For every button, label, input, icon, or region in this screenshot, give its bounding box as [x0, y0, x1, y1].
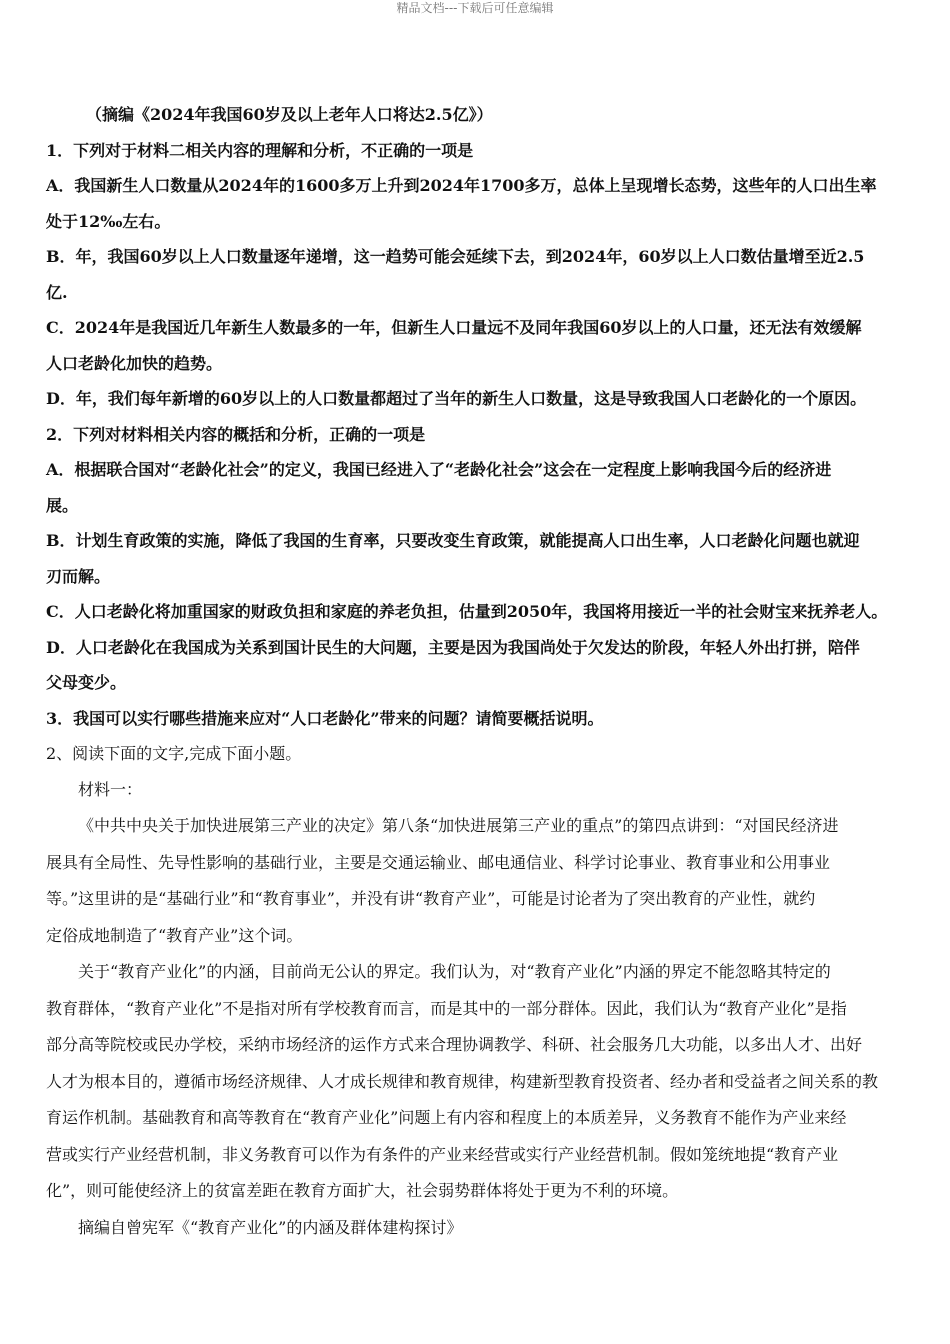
- q2-option-a: A．根据联合国对“老龄化社会”的定义，我国已经进入了“老龄化社会”这会在一定程度上影响我国今后的经济进: [46, 460, 832, 479]
- material-1-para-2-line-5: 育运作机制。基础教育和高等教育在“教育产业化”问题上有内容和程度上的本质差异，义务教育不能作为产业来经: [46, 1108, 847, 1127]
- q1-option-b: B．年，我国60岁以上人口数量逐年递增，这一趋势可能会延续下去，到2024年，60岁以上人口数估量增至近2.5: [46, 247, 865, 266]
- material-1-para-2: 关于“教育产业化”的内涵，目前尚无公认的界定。我们认为，对“教育产业化”内涵的界定不能忽略其特定的: [78, 962, 831, 981]
- q2-option-a-cont: 展。: [46, 495, 79, 515]
- question-3: 3．我国可以实行哪些措施来应对“人口老龄化”带来的问题？请简要概括说明。: [46, 708, 604, 728]
- question-2: 2．下列对材料相关内容的概括和分析，正确的一项是: [46, 424, 426, 444]
- page-header: 精品文档---下载后可任意编辑: [396, 1, 554, 15]
- material-1-para-2-line-4: 人才为根本目的，遵循市场经济规律、人才成长规律和教育规律，构建新型教育投资者、经办者和受益者之间关系的教: [46, 1071, 879, 1091]
- section-2-heading: 2、阅读下面的文字,完成下面小题。: [46, 744, 302, 763]
- q2-option-c: C．人口老龄化将加重国家的财政负担和家庭的养老负担，估量到2050年，我国将用接近一半的社会财宝来抚养老人。: [46, 602, 888, 621]
- q1-option-a: A．我国新生人口数量从2024年的1600多万上升到2024年1700多万，总体上呈现增长态势，这些年的人口出生率: [46, 176, 877, 195]
- material-1-source: 摘编自曾宪军《“教育产业化”的内涵及群体建构探讨》: [78, 1217, 463, 1237]
- material-1-label: 材料一：: [78, 779, 143, 799]
- material-1-para-2-line-3: 部分高等院校或民办学校，采纳市场经济的运作方式来合理协调教学、科研、社会服务几大功能，以多出人才、出好: [46, 1035, 863, 1054]
- material-1-para-1-line-4: 定俗成地制造了“教育产业”这个词。: [46, 925, 303, 945]
- q1-option-d: D．年，我们每年新增的60岁以上的人口数量都超过了当年的新生人口数量，这是导致我国人口老龄化的一个原因。: [46, 389, 867, 408]
- q1-option-b-cont: 亿.: [46, 282, 68, 302]
- q1-option-c: C．2024年是我国近几年新生人数最多的一年，但新生人口量远不及同年我国60岁以上的人口量，还无法有效缓解: [46, 318, 862, 337]
- material-1-para-2-line-2: 教育群体，“教育产业化”不是指对所有学校教育而言，而是其中的一部分群体。因此，我们认为“教育产业化”是指: [46, 998, 847, 1018]
- q2-option-b: B．计划生育政策的实施，降低了我国的生育率，只要改变生育政策，就能提高人口出生率，人口老龄化问题也就迎: [46, 531, 860, 550]
- source-citation: （摘编《2024年我国60岁及以上老年人口将达2.5亿》）: [86, 105, 493, 124]
- q1-option-a-cont: 处于12‰左右。: [46, 211, 171, 231]
- question-1: 1．下列对于材料二相关内容的理解和分析，不正确的一项是: [46, 140, 474, 160]
- q2-option-b-cont: 刃而解。: [46, 566, 111, 586]
- q2-option-d-cont: 父母变少。: [46, 673, 127, 692]
- material-1-para-2-line-6: 营或实行产业经营机制，非义务教育可以作为有条件的产业来经营或实行产业经营机制。假如笼统地提“教育产业: [46, 1144, 839, 1164]
- q1-option-c-cont: 人口老龄化加快的趋势。: [46, 353, 223, 373]
- q2-option-d: D．人口老龄化在我国成为关系到国计民生的大问题，主要是因为我国尚处于欠发达的阶段，年轻人外出打拼，陪伴: [46, 637, 860, 657]
- material-1-para-1: 《中共中央关于加快进展第三产业的决定》第八条“加快进展第三产业的重点”的第四点讲到：“对国民经济进: [78, 816, 839, 835]
- material-1-para-2-line-7: 化”，则可能使经济上的贫富差距在教育方面扩大，社会弱势群体将处于更为不利的环境。: [46, 1181, 679, 1200]
- material-1-para-1-line-2: 展具有全局性、先导性影响的基础行业，主要是交通运输业、邮电通信业、科学讨论事业、教育事业和公用事业: [46, 852, 831, 872]
- document-body: [46, 97, 916, 1246]
- material-1-para-1-line-3: 等。”这里讲的是“基础行业”和“教育事业”，并没有讲“教育产业”，可能是讨论者为了突出教育的产业性，就约: [46, 889, 816, 908]
